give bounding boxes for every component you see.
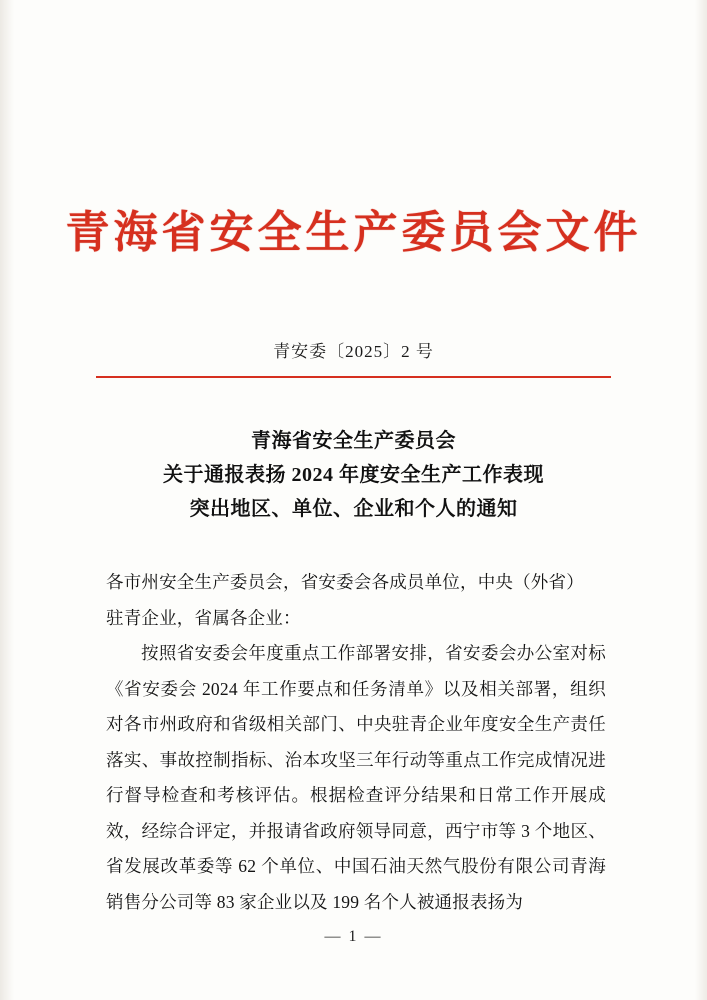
page-number: — 1 — xyxy=(324,928,383,945)
subject-line-3: 突出地区、单位、企业和个人的通知 xyxy=(189,498,518,520)
document-subject xyxy=(110,424,597,526)
salutation-line-1: 各市州安全生产委员会，省安委会各成员单位，中央（外省） xyxy=(106,572,584,592)
subject-line-2: 关于通报表扬 2024 年度安全生产工作表现 xyxy=(163,464,544,486)
document-header-title: 青海省安全生产委员会文件 xyxy=(65,208,642,257)
red-divider-rule xyxy=(96,376,611,378)
body-paragraph-1: 按照省安委会年度重点工作部署安排，省安委会办公室对标《省安委会 2024 年工作要点和任务清单》以及相关部署，组织对各市州政府和省级相关部门、中央驻青企业年度安全生产责任落实、事故控制指标、治本攻坚三年行动等重点工作完成情况进行督导检查和考核评估。根据检查评分结果和日常工作开展成效，经综合评定，并报请省政府领导同意，西宁市等 3 个地区、省发展改革委等 62 个单位、中国石油天然气股份有限公司青海销售分公司等 83 家企业以及 199 名个人被通报表扬为 xyxy=(106,643,606,912)
salutation-line-2: 驻青企业，省属各企业： xyxy=(106,607,301,628)
document-body xyxy=(106,565,606,920)
document-number: 青安委〔2025〕2 号 xyxy=(273,342,434,361)
subject-line-1: 青海省安全生产委员会 xyxy=(251,430,456,452)
